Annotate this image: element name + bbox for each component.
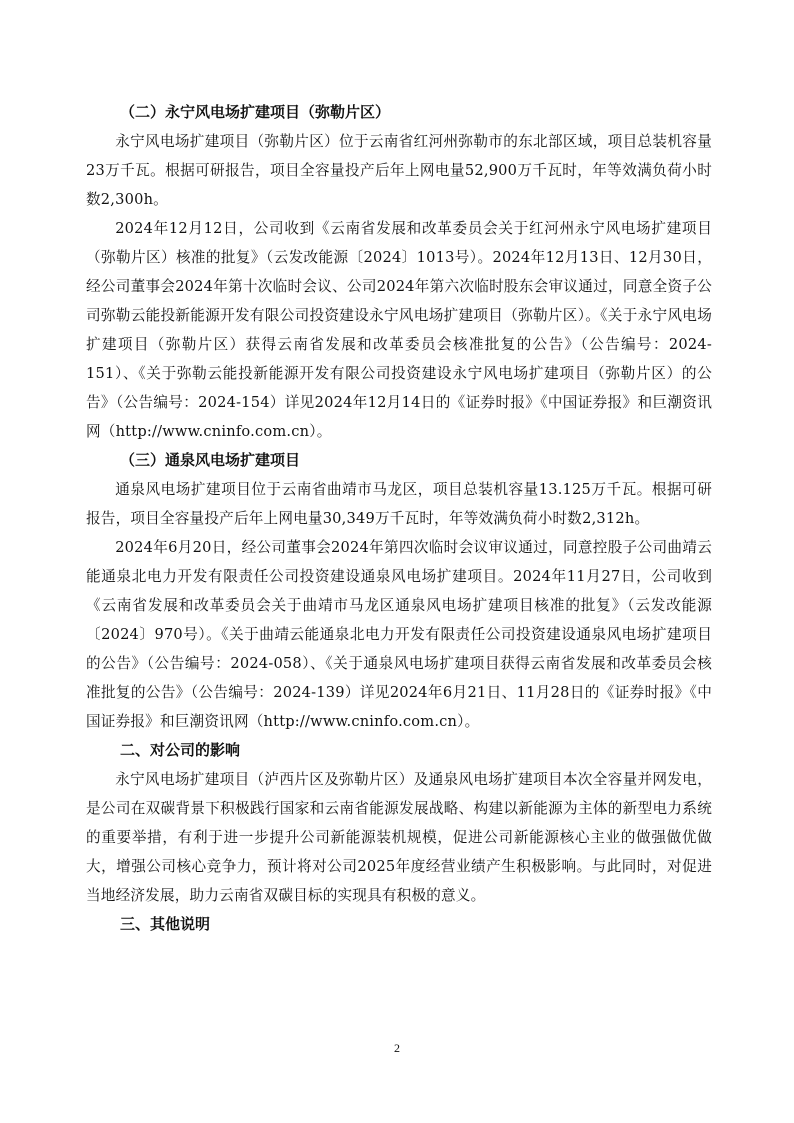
section-heading-other: 三、其他说明 (120, 915, 211, 933)
paragraph-tongquan-approval: 2024年6月20日，经公司董事会2024年第四次临时会议审议通过，同意控股子公司曲靖云能通泉北电力开发有限责任公司投资建设通泉风电场扩建项目。2024年11月27日，公司收到《云南省发展和改革委员会关于曲靖市马龙区通泉风电场扩建项目核准的批复》（云发改能源〔2024〕970号）。《关于曲靖云能通泉北电力开发有限责任公司投资建设通泉风电场扩建项目的公告》（公告编号：2024-058）、《关于通泉风电场扩建项目获得云南省发展和改革委员会核准批复的公告》（公告编号：2024-139）详见2024年6月21日、11月28日的《证券时报》《中国证券报》和巨潮资讯网（http://www.cninfo.com.cn）。 (86, 539, 712, 730)
section-heading-impact: 二、对公司的影响 (120, 741, 241, 759)
document-body (86, 98, 712, 939)
page-number: 2 (394, 1041, 400, 1055)
paragraph-impact: 永宁风电场扩建项目（泸西片区及弥勒片区）及通泉风电场扩建项目本次全容量并网发电，是公司在双碳背景下积极践行国家和云南省能源发展战略、构建以新能源为主体的新型电力系统的重要举措，有利于进一步提升公司新能源装机规模，促进公司新能源核心主业的做强做优做大，增强公司核心竞争力，预计将对公司2025年度经营业绩产生积极影响。与此同时，对促进当地经济发展，助力云南省双碳目标的实现具有积极的意义。 (86, 771, 712, 904)
paragraph-tongquan-overview: 通泉风电场扩建项目位于云南省曲靖市马龙区，项目总装机容量13.125万千瓦。根据可研报告，项目全容量投产后年上网电量30,349万千瓦时，年等效满负荷小时数2,312h。 (86, 481, 712, 527)
paragraph-yongning-overview: 永宁风电场扩建项目（弥勒片区）位于云南省红河州弥勒市的东北部区域，项目总装机容量23万千瓦。根据可研报告，项目全容量投产后年上网电量52,900万千瓦时，年等效满负荷小时数2,300h。 (86, 133, 712, 208)
section-heading-tongquan: （三）通泉风电场扩建项目 (120, 451, 301, 469)
section-heading-yongning-mile: （二）永宁风电场扩建项目（弥勒片区） (120, 103, 391, 121)
paragraph-yongning-approval: 2024年12月12日，公司收到《云南省发展和改革委员会关于红河州永宁风电场扩建项目（弥勒片区）核准的批复》（云发改能源〔2024〕1013号）。2024年12月13日、12月30日，经公司董事会2024年第十次临时会议、公司2024年第六次临时股东会审议通过，同意全资子公司弥勒云能投新能源开发有限公司投资建设永宁风电场扩建项目（弥勒片区）。《关于永宁风电场扩建项目（弥勒片区）获得云南省发展和改革委员会核准批复的公告》（公告编号：2024-151）、《关于弥勒云能投新能源开发有限公司投资建设永宁风电场扩建项目（弥勒片区）的公告》（公告编号：2024-154）详见2024年12月14日的《证券时报》《中国证券报》和巨潮资讯网（http://www.cninfo.com.cn）。 (86, 220, 712, 440)
